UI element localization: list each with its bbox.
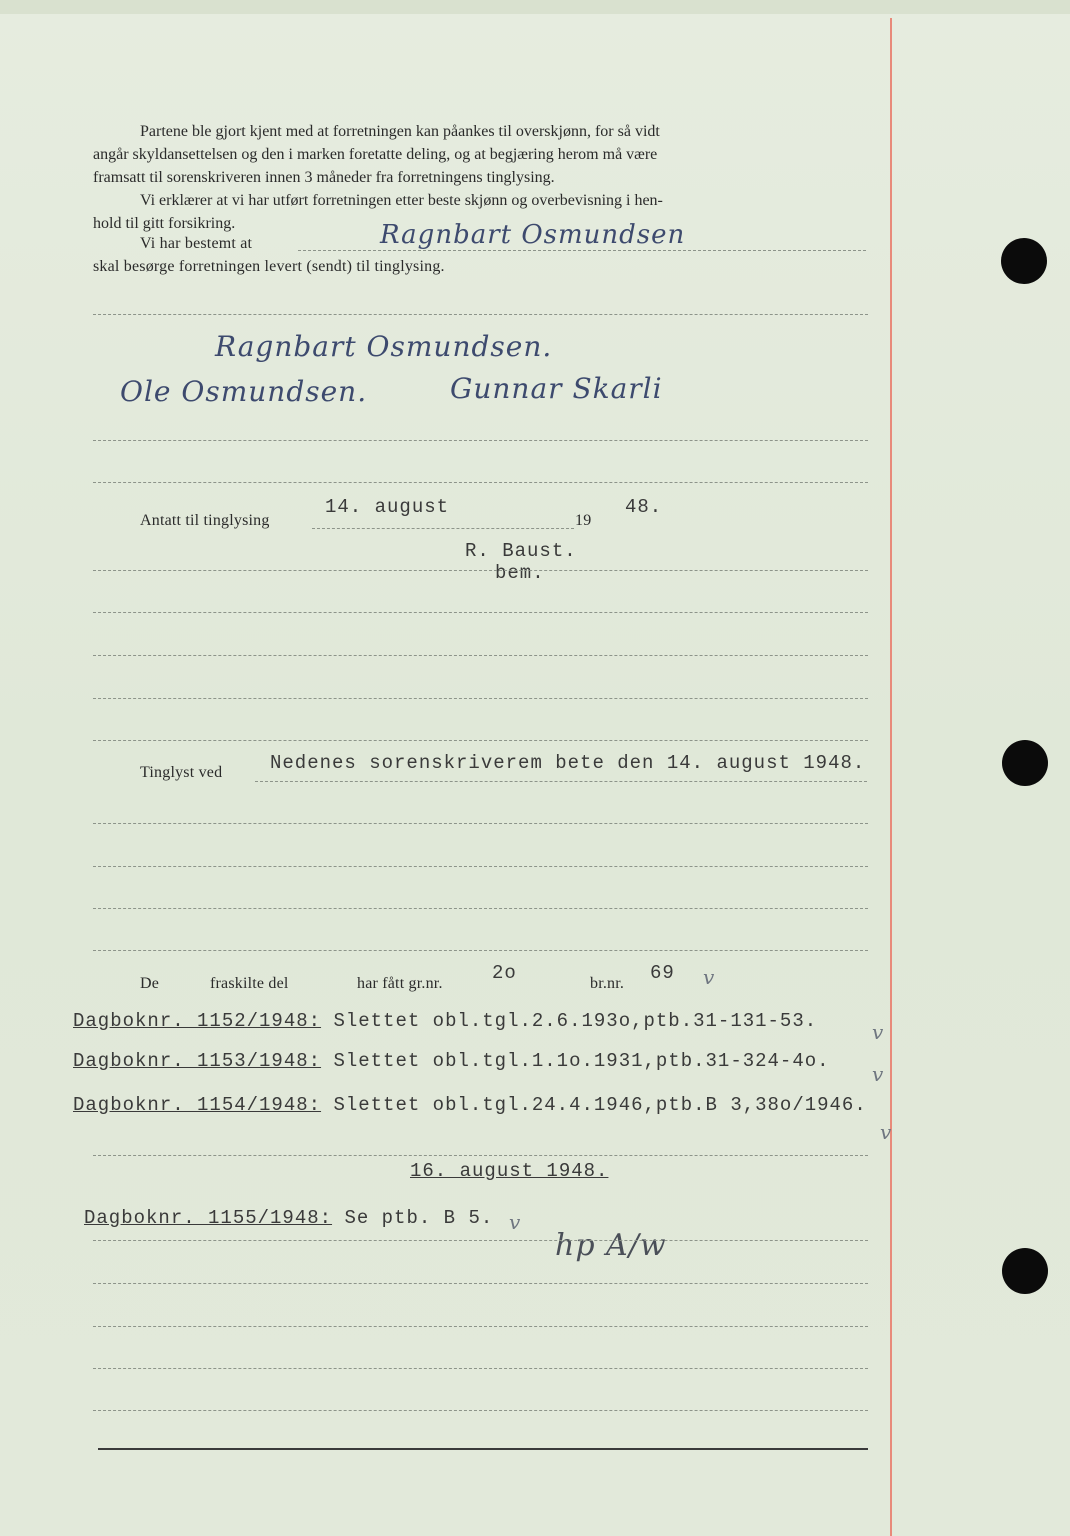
- fraskilte-brnr-value: 69: [650, 962, 675, 984]
- tinglyst-line-2: [93, 823, 868, 824]
- punch-hole-bottom: [1002, 1248, 1048, 1294]
- designated-label: Vi har bestemt at: [140, 235, 253, 252]
- antatt-signature-note: bem.: [495, 562, 545, 584]
- tinglyst-line: [255, 781, 867, 782]
- entry-3-text: Slettet obl.tgl.24.4.1946,ptb.B 3,38o/1946.: [333, 1094, 867, 1116]
- entries-line-6: [93, 1410, 868, 1411]
- check-mark-1: v: [703, 965, 715, 989]
- entries-line-3: [93, 1283, 868, 1284]
- tinglyst-line-3: [93, 866, 868, 867]
- fraskilte-word-del: fraskilte del: [210, 975, 289, 992]
- paragraph-line-4: Vi erklærer at vi har utført forretningen etter beste skjønn og overbevisning i hen-: [140, 192, 663, 209]
- paragraph-line-2: angår skyldansettelsen og den i marken foretatte deling, og at begjæring herom må være: [93, 146, 658, 163]
- red-margin-line: [890, 18, 892, 1536]
- tinglyst-value: Nedenes sorenskriverem bete den 14. august 1948.: [270, 752, 866, 774]
- conditions-paragraph: [93, 120, 873, 235]
- antatt-year-prefix: 19: [575, 512, 592, 529]
- entry-4-label: Dagboknr. 1155/1948:: [84, 1207, 333, 1229]
- antatt-line-5: [93, 740, 868, 741]
- entries-line-5: [93, 1368, 868, 1369]
- fraskilte-grnr-label: har fått gr.nr.: [357, 975, 443, 992]
- entry-1: [73, 1010, 817, 1032]
- antatt-line-4: [93, 698, 868, 699]
- punch-hole-middle: [1002, 740, 1048, 786]
- entry-3: [73, 1094, 867, 1116]
- check-mark-2: v: [872, 1020, 884, 1044]
- entry-4: [84, 1207, 493, 1229]
- antatt-date-line: [312, 528, 574, 529]
- signature-line-1: [93, 314, 868, 315]
- entry-2-label: Dagboknr. 1153/1948:: [73, 1050, 322, 1072]
- fraskilte-grnr-value: 2o: [492, 962, 517, 984]
- signature-line-3: [93, 482, 868, 483]
- entry-2-text: Slettet obl.tgl.1.1o.1931,ptb.31-324-4o.: [333, 1050, 830, 1072]
- entry-4-text: Se ptb. B 5.: [344, 1207, 494, 1229]
- entry-3-label: Dagboknr. 1154/1948:: [73, 1094, 322, 1116]
- antatt-label: Antatt til tinglysing: [140, 512, 270, 529]
- entries-line-2: [93, 1240, 868, 1241]
- entry-2: [73, 1050, 830, 1072]
- tinglyst-line-5: [93, 950, 868, 951]
- signature-1: Ragnbart Osmundsen.: [215, 330, 553, 363]
- paragraph-line-3: framsatt til sorenskriveren innen 3 måneder fra forretningens tinglysing.: [93, 169, 555, 186]
- signature-line-2: [93, 440, 868, 441]
- antatt-date: 14. august: [325, 496, 450, 518]
- punch-hole-top: [1001, 238, 1047, 284]
- antatt-signature: R. Baust.: [465, 540, 577, 562]
- antatt-line-2: [93, 612, 868, 613]
- check-mark-4: v: [880, 1120, 892, 1144]
- entry-1-text: Slettet obl.tgl.2.6.193o,ptb.31-131-53.: [333, 1010, 818, 1032]
- page-top-edge: [0, 0, 1070, 14]
- tinglyst-line-4: [93, 908, 868, 909]
- initials-handwritten: hp A/w: [555, 1228, 667, 1263]
- check-mark-5: v: [509, 1210, 521, 1234]
- tinglyst-label: Tinglyst ved: [140, 764, 223, 781]
- entries-line-1: [93, 1155, 868, 1156]
- antatt-year-suffix: 48.: [625, 496, 663, 518]
- signature-3: Gunnar Skarli: [450, 372, 663, 405]
- fraskilte-brnr-label: br.nr.: [590, 975, 625, 992]
- entries-line-4: [93, 1326, 868, 1327]
- bottom-rule: [98, 1448, 868, 1450]
- antatt-line-1: [93, 570, 868, 571]
- paragraph-line-7: skal besørge forretningen levert (sendt) til tinglysing.: [93, 258, 445, 275]
- designated-person-handwritten: Ragnbart Osmundsen: [380, 220, 686, 250]
- check-mark-3: v: [872, 1062, 884, 1086]
- signature-2: Ole Osmundsen.: [120, 375, 368, 408]
- fraskilte-word-de: De: [140, 975, 160, 992]
- entry-1-label: Dagboknr. 1152/1948:: [73, 1010, 322, 1032]
- paragraph-line-5: hold til gitt forsikring.: [93, 215, 236, 232]
- antatt-line-3: [93, 655, 868, 656]
- designated-line: [298, 250, 866, 251]
- date-heading: 16. august 1948.: [410, 1160, 609, 1182]
- paragraph-line-1: Partene ble gjort kjent med at forretningen kan påankes til overskjønn, for så vidt: [140, 123, 660, 140]
